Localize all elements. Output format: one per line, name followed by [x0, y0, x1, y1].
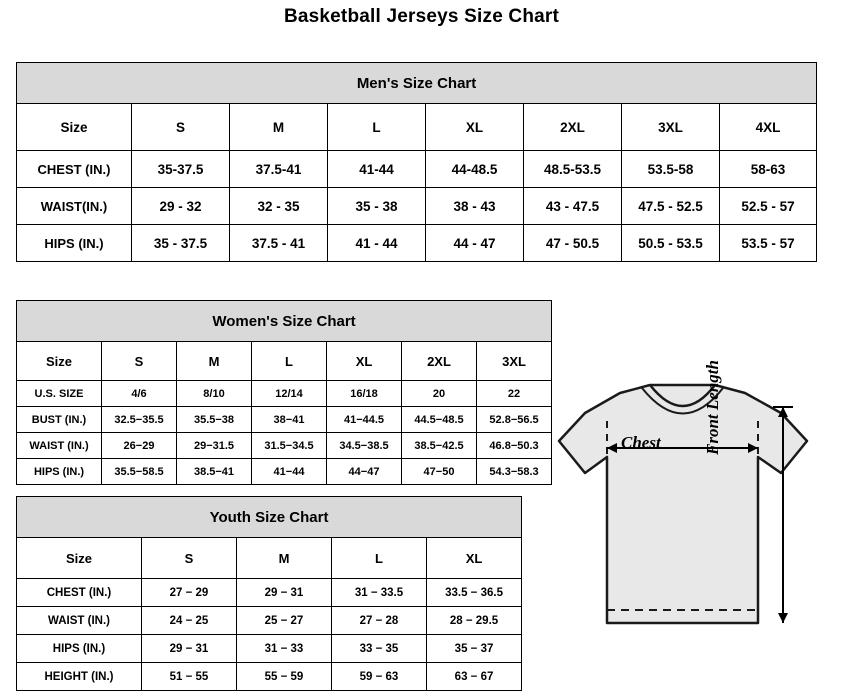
column-header-m: M: [230, 104, 328, 151]
cell-hips-xl: 35 − 37: [427, 635, 522, 663]
cell-waist-m: 32 - 35: [230, 188, 328, 225]
row-label-bust: BUST (IN.): [17, 407, 102, 433]
cell-us-size-3xl: 22: [477, 381, 552, 407]
cell-hips-xl: 44 - 47: [426, 225, 524, 262]
row-label-waist: WAIST (IN.): [17, 607, 142, 635]
table-header-row: [17, 104, 817, 151]
column-header-size: Size: [17, 342, 102, 381]
cell-chest-s: 27 − 29: [142, 579, 237, 607]
womens-size-chart-table: [16, 300, 552, 485]
cell-us-size-m: 8/10: [177, 381, 252, 407]
cell-chest-l: 31 − 33.5: [332, 579, 427, 607]
cell-bust-3xl: 52.8−56.5: [477, 407, 552, 433]
table-row: [17, 225, 817, 262]
row-label-waist: WAIST(IN.): [17, 188, 132, 225]
cell-chest-xl: 33.5 − 36.5: [427, 579, 522, 607]
table-header-row: [17, 342, 552, 381]
table-row: [17, 188, 817, 225]
jersey-measurement-diagram: [545, 355, 835, 665]
cell-chest-m: 37.5-41: [230, 151, 328, 188]
table-row: [17, 459, 552, 485]
cell-waist-3xl: 46.8−50.3: [477, 433, 552, 459]
column-header-l: L: [328, 104, 426, 151]
row-label-hips: HIPS (IN.): [17, 459, 102, 485]
column-header-3xl: 3XL: [477, 342, 552, 381]
cell-waist-l: 31.5−34.5: [252, 433, 327, 459]
column-header-xl: XL: [327, 342, 402, 381]
shirt-body-outline: [559, 385, 807, 623]
cell-chest-3xl: 53.5-58: [622, 151, 720, 188]
table-title-row: [17, 497, 522, 538]
cell-waist-4xl: 52.5 - 57: [720, 188, 817, 225]
table-header-row: [17, 538, 522, 579]
cell-hips-3xl: 54.3−58.3: [477, 459, 552, 485]
cell-us-size-xl: 16/18: [327, 381, 402, 407]
chest-measure-label: Chest: [621, 433, 661, 452]
table-row: [17, 151, 817, 188]
row-label-height: HEIGHT (IN.): [17, 663, 142, 691]
column-header-s: S: [142, 538, 237, 579]
youth-size-chart-table: [16, 496, 522, 691]
cell-hips-s: 29 − 31: [142, 635, 237, 663]
page-title: Basketball Jerseys Size Chart: [283, 6, 560, 27]
column-header-size: Size: [17, 104, 132, 151]
jersey-shirt-icon: [545, 355, 835, 665]
cell-chest-l: 41-44: [328, 151, 426, 188]
cell-waist-3xl: 47.5 - 52.5: [622, 188, 720, 225]
mens-size-chart-table: [16, 62, 817, 262]
cell-chest-xl: 44-48.5: [426, 151, 524, 188]
cell-hips-4xl: 53.5 - 57: [720, 225, 817, 262]
table-row: [17, 579, 522, 607]
table-row: [17, 381, 552, 407]
column-header-l: L: [252, 342, 327, 381]
cell-hips-xl: 44−47: [327, 459, 402, 485]
row-label-chest: CHEST (IN.): [17, 579, 142, 607]
table-row: [17, 635, 522, 663]
table-row: [17, 433, 552, 459]
cell-waist-m: 25 − 27: [237, 607, 332, 635]
cell-waist-s: 24 − 25: [142, 607, 237, 635]
cell-bust-2xl: 44.5−48.5: [402, 407, 477, 433]
cell-us-size-2xl: 20: [402, 381, 477, 407]
cell-bust-m: 35.5−38: [177, 407, 252, 433]
cell-height-xl: 63 − 67: [427, 663, 522, 691]
table-title-row: [17, 301, 552, 342]
cell-bust-l: 38−41: [252, 407, 327, 433]
cell-bust-xl: 41−44.5: [327, 407, 402, 433]
row-label-us-size: U.S. SIZE: [17, 381, 102, 407]
cell-height-m: 55 − 59: [237, 663, 332, 691]
cell-waist-s: 29 - 32: [132, 188, 230, 225]
cell-hips-m: 38.5−41: [177, 459, 252, 485]
row-label-hips: HIPS (IN.): [17, 225, 132, 262]
front-length-arrow-bottom: [778, 613, 788, 623]
youth-chart-title: Youth Size Chart: [17, 497, 522, 538]
column-header-4xl: 4XL: [720, 104, 817, 151]
cell-hips-2xl: 47−50: [402, 459, 477, 485]
column-header-3xl: 3XL: [622, 104, 720, 151]
cell-hips-s: 35.5−58.5: [102, 459, 177, 485]
cell-hips-3xl: 50.5 - 53.5: [622, 225, 720, 262]
cell-hips-l: 33 − 35: [332, 635, 427, 663]
table-title-row: [17, 63, 817, 104]
cell-chest-m: 29 − 31: [237, 579, 332, 607]
mens-chart-title: Men's Size Chart: [17, 63, 817, 104]
cell-waist-xl: 38 - 43: [426, 188, 524, 225]
column-header-l: L: [332, 538, 427, 579]
cell-hips-m: 31 − 33: [237, 635, 332, 663]
row-label-waist: WAIST (IN.): [17, 433, 102, 459]
column-header-2xl: 2XL: [402, 342, 477, 381]
cell-waist-l: 27 − 28: [332, 607, 427, 635]
womens-chart-title: Women's Size Chart: [17, 301, 552, 342]
cell-hips-m: 37.5 - 41: [230, 225, 328, 262]
cell-chest-4xl: 58-63: [720, 151, 817, 188]
cell-us-size-s: 4/6: [102, 381, 177, 407]
cell-waist-s: 26−29: [102, 433, 177, 459]
table-row: [17, 407, 552, 433]
cell-bust-s: 32.5−35.5: [102, 407, 177, 433]
cell-height-l: 59 − 63: [332, 663, 427, 691]
column-header-m: M: [237, 538, 332, 579]
row-label-hips: HIPS (IN.): [17, 635, 142, 663]
column-header-xl: XL: [426, 104, 524, 151]
cell-waist-2xl: 38.5−42.5: [402, 433, 477, 459]
column-header-size: Size: [17, 538, 142, 579]
front-length-measure-label: Front Length: [703, 360, 722, 455]
cell-hips-s: 35 - 37.5: [132, 225, 230, 262]
cell-hips-2xl: 47 - 50.5: [524, 225, 622, 262]
table-row: [17, 607, 522, 635]
column-header-s: S: [102, 342, 177, 381]
table-row: [17, 663, 522, 691]
cell-height-s: 51 − 55: [142, 663, 237, 691]
cell-us-size-l: 12/14: [252, 381, 327, 407]
column-header-xl: XL: [427, 538, 522, 579]
column-header-2xl: 2XL: [524, 104, 622, 151]
cell-hips-l: 41 - 44: [328, 225, 426, 262]
cell-waist-xl: 28 − 29.5: [427, 607, 522, 635]
column-header-m: M: [177, 342, 252, 381]
cell-waist-xl: 34.5−38.5: [327, 433, 402, 459]
row-label-chest: CHEST (IN.): [17, 151, 132, 188]
cell-chest-s: 35-37.5: [132, 151, 230, 188]
cell-chest-2xl: 48.5-53.5: [524, 151, 622, 188]
cell-hips-l: 41−44: [252, 459, 327, 485]
cell-waist-l: 35 - 38: [328, 188, 426, 225]
column-header-s: S: [132, 104, 230, 151]
cell-waist-m: 29−31.5: [177, 433, 252, 459]
cell-waist-2xl: 43 - 47.5: [524, 188, 622, 225]
